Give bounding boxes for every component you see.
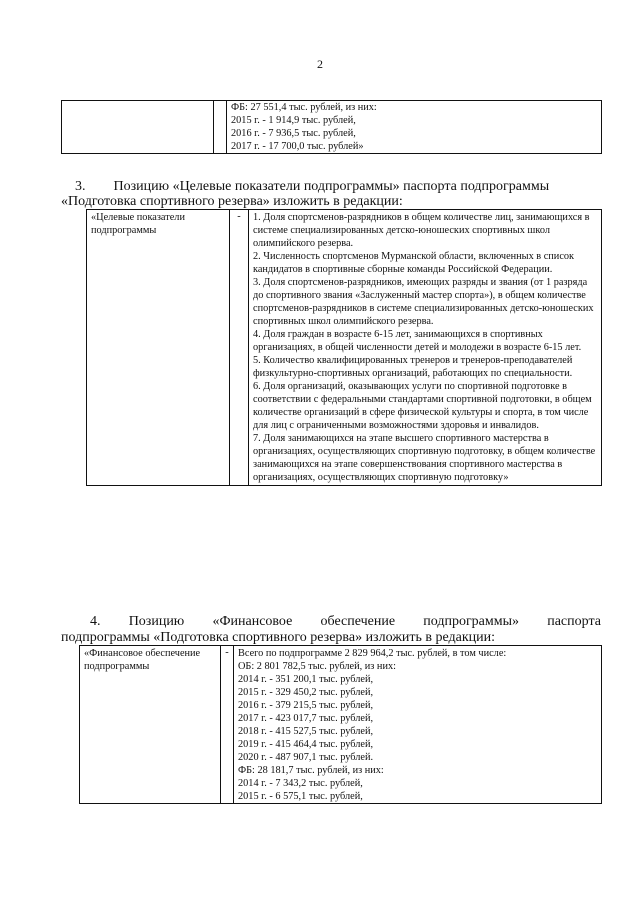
section-4-word: Позицию [128,614,185,629]
financing-line: 2015 г. - 6 575,1 тыс. рублей, [238,791,363,802]
target-indicators-list [249,210,602,486]
page-number: 2 [317,57,323,71]
financing-line: Всего по подпрограмме 2 829 964,2 тыс. рублей, в том числе: [238,648,507,659]
section-4-word: 4. [90,614,101,629]
financing-line: 2017 г. - 423 017,7 тыс. рублей, [238,713,374,724]
funding-line: 2017 г. - 17 700,0 тыс. рублей» [231,141,364,152]
section-4-word: «Финансовое [212,614,293,629]
financing-label: «Финансовое обеспечение подпрограммы [80,646,221,804]
section-3-paragraph [75,179,615,195]
indicator-item: 3. Доля спортсменов-разрядников, имеющих разряды и звания (от 1 разряда до спортивного звания «Заслуженный мастер спорта»), в общем количестве спортсменов-разрядников в системе специализированных детско-юношеских спортивных школ олимпийского резерва. [253,277,594,327]
funding-lines-cell [227,101,602,154]
financing-line: 2016 г. - 379 215,5 тыс. рублей, [238,700,374,711]
funding-line: ФБ: 27 551,4 тыс. рублей, из них: [231,102,377,113]
dash-cell: - [221,646,234,804]
indicator-item: 5. Количество квалифицированных тренеров и тренеров-преподавателей физкультурно-спортивных организаций, работающих по специальности. [253,355,573,379]
financing-line: 2014 г. - 351 200,1 тыс. рублей, [238,674,374,685]
funding-line: 2015 г. - 1 914,9 тыс. рублей, [231,115,356,126]
indicator-item: 6. Доля организаций, оказывающих услуги по спортивной подготовке в соответствии с федеральными стандартами спортивной подготовки, в общем количестве организаций в сфере физической культуры и спорта, в том числе для лиц с ограниченными возможностями здоровья и инвалидов. [253,381,592,431]
funding-table-continued [61,100,602,154]
section-4-word: паспорта [547,614,601,629]
financing-line: 2019 г. - 415 464,4 тыс. рублей, [238,739,374,750]
financing-line: 2015 г. - 329 450,2 тыс. рублей, [238,687,374,698]
section-3-line-2: «Подготовка спортивного резерва» изложить в редакции: [61,194,403,209]
financing-lines-cell [234,646,602,804]
dash-cell: - [230,210,249,486]
financing-line: ОБ: 2 801 782,5 тыс. рублей, из них: [238,661,396,672]
indicator-item: 4. Доля граждан в возрасте 6-15 лет, занимающихся в спортивных организациях, в общей численности детей и молодежи в возрасте 6-15 лет. [253,329,582,353]
label-cell [62,101,214,154]
section-4-paragraph [90,614,601,630]
funding-line: 2016 г. - 7 936,5 тыс. рублей, [231,128,356,139]
financing-table [79,645,602,804]
section-3-paragraph-cont [61,194,601,210]
section-4-word: обеспечение [320,614,396,629]
section-4-paragraph-cont [61,630,601,646]
indicator-item: 2. Численность спортсменов Мурманской области, включенных в список кандидатов в спортивные сборные команды Российской Федерации. [253,251,575,275]
section-4-line-2: подпрограммы «Подготовка спортивного резерва» изложить в редакции: [61,630,496,645]
financing-line: 2020 г. - 487 907,1 тыс. рублей. [238,752,374,763]
target-indicators-table [86,209,602,486]
section-4-word: подпрограммы» [423,614,520,629]
financing-line: 2018 г. - 415 527,5 тыс. рублей, [238,726,374,737]
indicator-item: 1. Доля спортсменов-разрядников в общем количестве лиц, занимающихся в системе специализированных детско-юношеских спортивных школ олимпийского резерва. [253,212,590,249]
indicator-item: 7. Доля занимающихся на этапе высшего спортивного мастерства в организациях, осуществляющих спортивную подготовку, в общем количестве занимающихся на этапе совершенствования спортивного мастерства в организациях, осуществляющих спортивную подготовку» [253,433,596,483]
dash-cell [214,101,227,154]
target-indicators-label: «Целевые показатели подпрограммы [87,210,230,486]
section-3-line-1: 3. Позицию «Целевые показатели подпрограммы» паспорта подпрограммы [75,179,550,194]
financing-line: ФБ: 28 181,7 тыс. рублей, из них: [238,765,384,776]
financing-line: 2014 г. - 7 343,2 тыс. рублей, [238,778,363,789]
